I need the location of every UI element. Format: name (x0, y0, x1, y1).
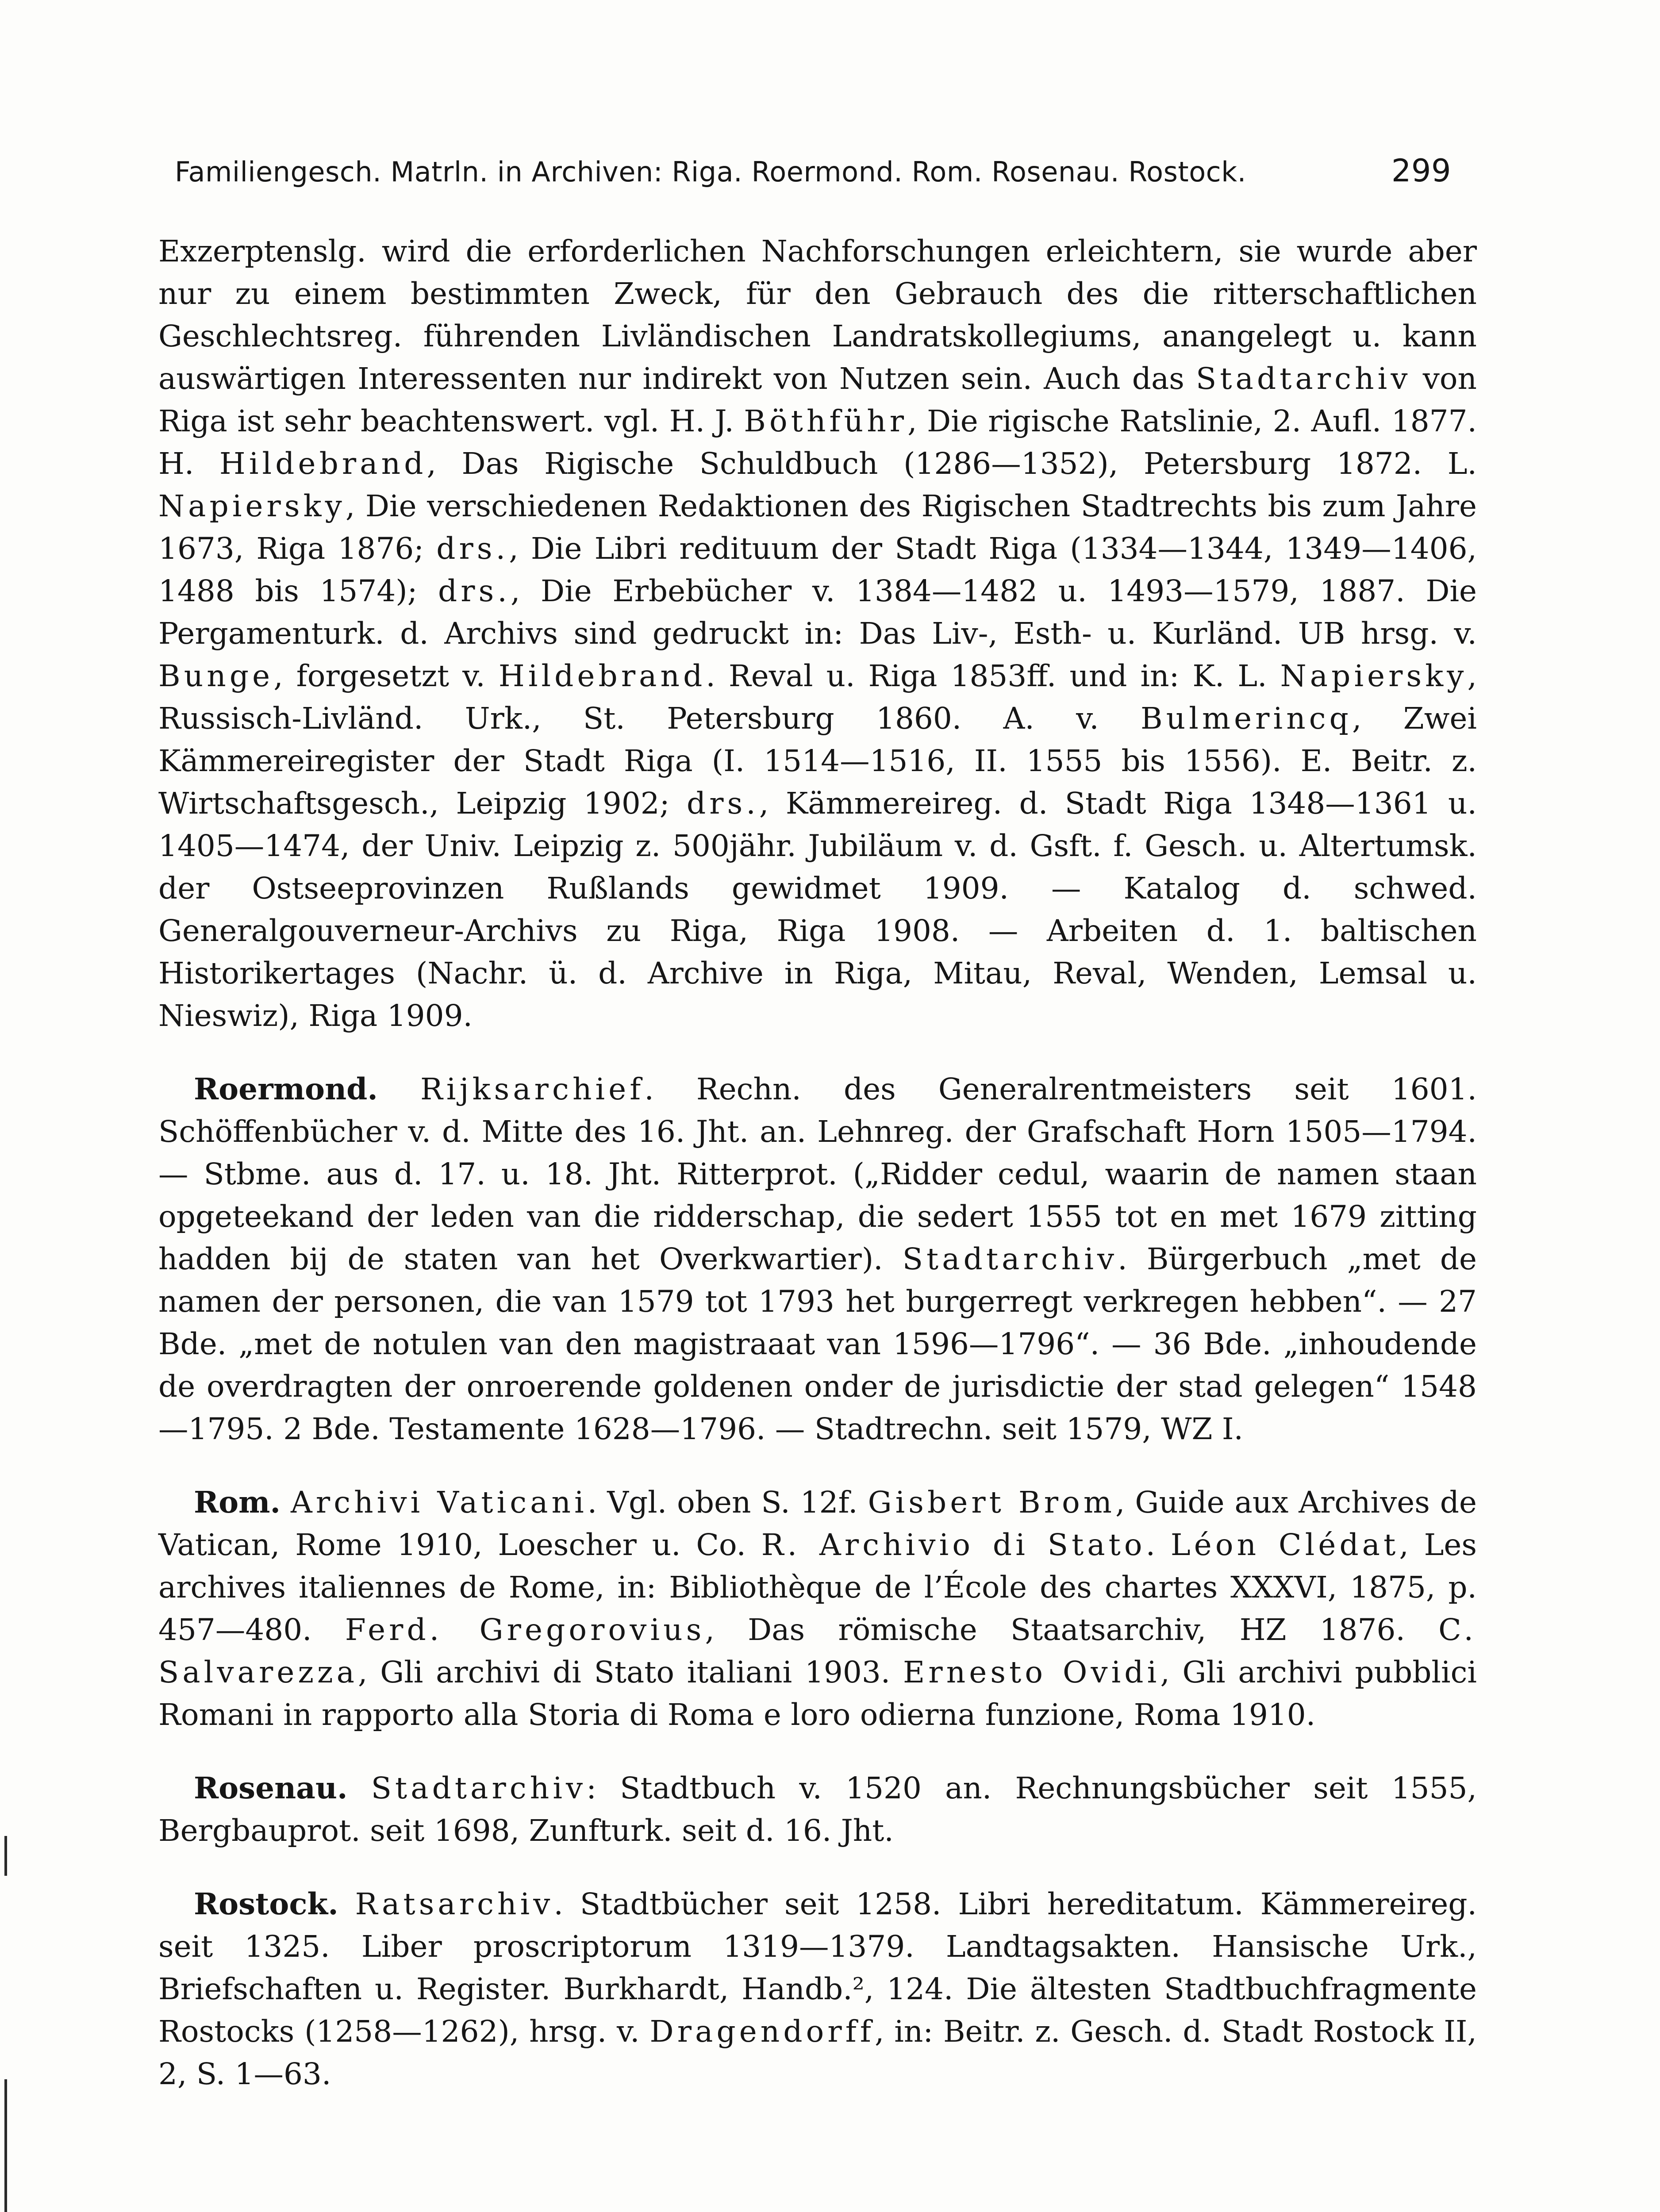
running-head (175, 153, 1451, 197)
place-heading-rostock: Rostock. (194, 1886, 338, 1921)
spaced-name: drs. (686, 786, 759, 821)
paragraph-rom: Rom. Archivi Vaticani. Vgl. oben S. 12f. Gisbert Brom, Guide aux Archives de Vatican, Rome 1910, Loescher u. Co. R. Archivio di Stato. Léon Clédat, Les archives italiennes de Rome, in: Bibliothèque de l’École des chartes XXXVI, 1875, p. 457—480. Ferd. Gregorovius, Das römische Staatsarchiv, HZ 1876. C. Salvarezza, Gli archivi di Stato italiani 1903. Ernesto Ovidi, Gli archivi pubblici Romani in rapporto alla Storia di Roma e loro odierna funzione, Roma 1910. (158, 1485, 1477, 1732)
running-head-title: Familiengesch. Matrln. in Archiven: Riga. Roermond. Rom. Rosenau. Rostock. (175, 156, 1246, 188)
spaced-term: Stadtarchiv (371, 1770, 587, 1805)
spaced-term: R. Archivio di Stato (761, 1527, 1146, 1562)
place-heading-rosenau: Rosenau. (194, 1770, 348, 1805)
spaced-name: drs. (436, 531, 509, 566)
paragraph-riga-continued: Exzerptenslg. wird die erforderlichen Nachforschungen erleichtern, sie wurde aber nur zu einem bestimmten Zweck, für den Gebrauch des die ritterschaftlichen Geschlechtsreg. führenden Livländischen Landratskollegiums, anangelegt u. kann auswärtigen Interessenten nur indirekt von Nutzen sein. Auch das Stadtarchiv von Riga ist sehr beachtenswert. vgl. H. J. Böthführ, Die rigische Ratslinie, 2. Aufl. 1877. H. Hildebrand, Das Rigische Schuldbuch (1286—1352), Petersburg 1872. L. Napiersky, Die verschiedenen Redaktionen des Rigischen Stadtrechts bis zum Jahre 1673, Riga 1876; drs., Die Libri redituum der Stadt Riga (1334—1344, 1349—1406, 1488 bis 1574); drs., Die Erbebücher v. 1384—1482 u. 1493—1579, 1887. Die Pergamenturk. d. Archivs sind gedruckt in: Das Liv-, Esth- u. Kurländ. UB hrsg. v. Bunge, forgesetzt v. Hildebrand. Reval u. Riga 1853ff. und in: K. L. Napiersky, Russisch-Livländ. Urk., St. Petersburg 1860. A. v. Bulmerincq, Zwei Kämmereiregister der Stadt Riga (I. 1514—1516, II. 1555 bis 1556). E. Beitr. z. Wirtschaftsgesch., Leipzig 1902; drs., Kämmereireg. d. Stadt Riga 1348—1361 u. 1405—1474, der Univ. Leipzig z. 500jähr. Jubiläum v. d. Gsft. f. Gesch. u. Altertumsk. der Ostseeprovinzen Rußlands gewidmet 1909. — Katalog d. schwed. Generalgouverneur-Archivs zu Riga, Riga 1908. — Arbeiten d. 1. baltischen Historikertages (Nachr. ü. d. Archive in Riga, Mitau, Reval, Wenden, Lemsal u. Nieswiz), Riga 1909. (158, 234, 1477, 1033)
place-heading-roermond: Roermond. (194, 1071, 378, 1106)
body-text (158, 230, 1477, 2095)
paragraph-rosenau: Rosenau. Stadtarchiv: Stadtbuch v. 1520 an. Rechnungsbücher seit 1555, Bergbauprot. seit 1698, Zunfturk. seit d. 16. Jht. (158, 1770, 1477, 1848)
spaced-name: drs. (438, 573, 511, 608)
paragraph-rostock: Rostock. Ratsarchiv. Stadtbücher seit 1258. Libri hereditatum. Kämmereireg. seit 1325. Liber proscriptorum 1319—1379. Landtagsakten. Hansische Urk., Briefschaften u. Register. Burkhardt, Handb.², 124. Die ältesten Stadtbuchfragmente Rostocks (1258—1262), hrsg. v. Dragendorff, in: Beitr. z. Gesch. d. Stadt Rostock II, 2, S. 1—63. (158, 1886, 1477, 2091)
spaced-term: Stadtarchiv (902, 1241, 1118, 1276)
spaced-term: Rijksarchief (420, 1071, 645, 1106)
spaced-name: Léon Clédat (1170, 1527, 1399, 1562)
spaced-name: Böthführ (744, 403, 908, 438)
spaced-name: Hildebrand (219, 446, 427, 481)
spaced-name: Ferd. Gregorovius (345, 1612, 705, 1647)
spaced-term: Stadtarchiv (1196, 361, 1411, 396)
spaced-name: Napiersky (158, 488, 346, 523)
spaced-name: Ernesto Ovidi (903, 1655, 1160, 1690)
spaced-name: Bulmerincq (1141, 701, 1352, 736)
place-heading-rom: Rom. (194, 1485, 281, 1520)
spaced-name: Hildebrand (498, 658, 706, 693)
spaced-name: C. Salvarezza (158, 1612, 1477, 1690)
spaced-name: Napiersky (1280, 658, 1468, 693)
spaced-name: Dragendorff (649, 2014, 875, 2049)
spaced-term: Archivi Vaticani (291, 1485, 588, 1520)
scan-edge-mark (4, 1836, 7, 1876)
page-number: 299 (1391, 153, 1451, 189)
spaced-name: Bunge (158, 658, 274, 693)
spaced-term: Ratsarchiv (355, 1886, 554, 1921)
scan-edge-line (4, 2079, 7, 2212)
spaced-name: Gisbert Brom (868, 1485, 1115, 1520)
paragraph-roermond: Roermond. Rijksarchief. Rechn. des Generalrentmeisters seit 1601. Schöffenbücher v. d. Mitte des 16. Jht. an. Lehnreg. der Grafschaft Horn 1505—1794. — Stbme. aus d. 17. u. 18. Jht. Ritterprot. („Ridder cedul, waarin de namen staan opgeteekand der leden van die ridderschap, die sedert 1555 tot en met 1679 zitting hadden bij de staten van het Overkwartier). Stadtarchiv. Bürgerbuch „met de namen der personen, die van 1579 tot 1793 het burgerregt verkregen hebben“. — 27 Bde. „met de notulen van den magistraaat van 1596—1796“. — 36 Bde. „inhoudende de overdragten der onroerende goldenen onder de jurisdictie der stad gelegen“ 1548—1795. 2 Bde. Testamente 1628—1796. — Stadtrechn. seit 1579, WZ I. (158, 1071, 1477, 1446)
